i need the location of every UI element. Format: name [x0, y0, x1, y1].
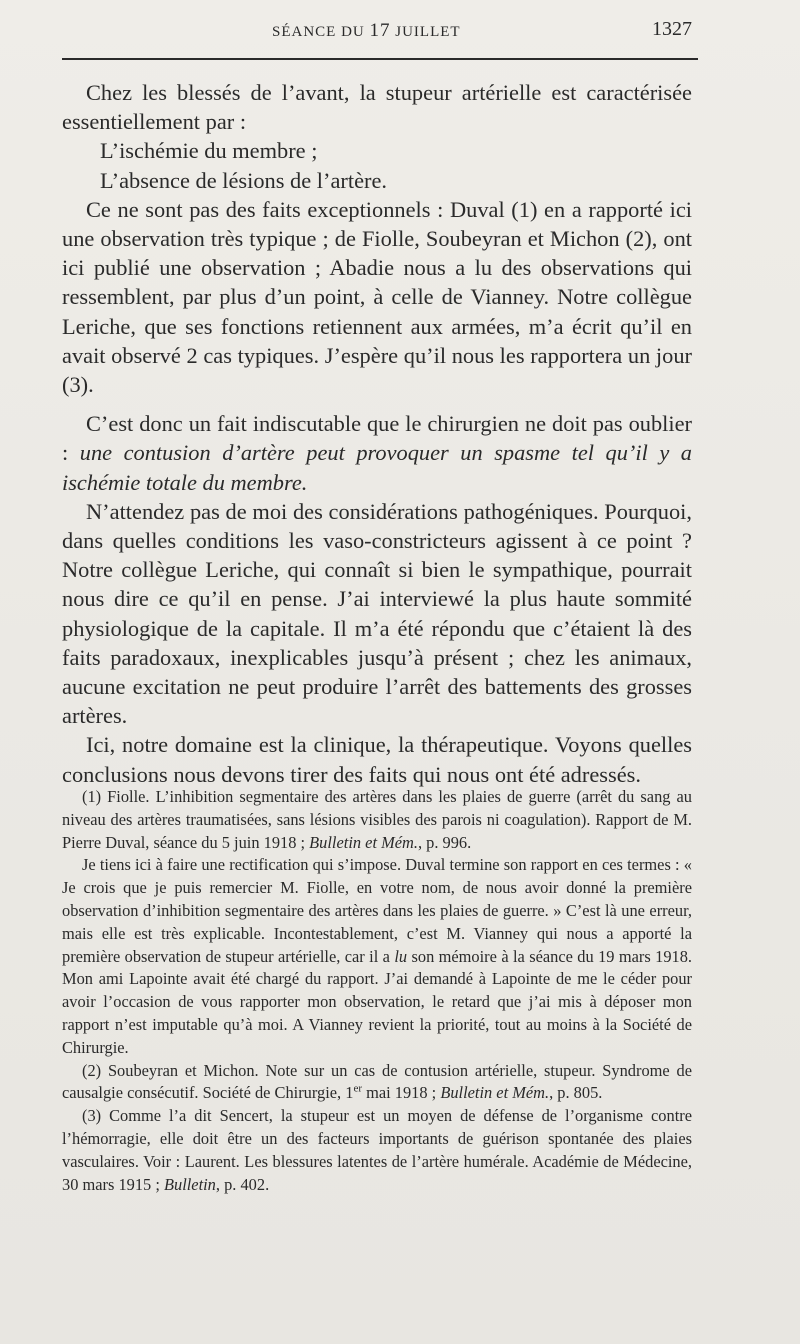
footnote-2-journal: Bulletin et Mém.: [440, 1083, 550, 1103]
running-title-suffix: JUILLET: [390, 24, 461, 40]
footnote-2-text: (2) Soubeyran et Michon. Note sur un cas de contusion artérielle, stupeur. Syndrome de causalgie consécutif. Société de Chirurgie, 1: [62, 1060, 692, 1103]
footnote-3-text: (3) Comme l’a dit Sencert, la stupeur est un moyen de défense de l’organisme contre l’hémorragie, elle doit être un des facteurs importants de guérison spontanée des plaies vasculaires. Voir : Laurent. Les blessures latentes de l’artère humérale. Académie de Médecine, 30 mars 1915 ;: [62, 1106, 692, 1194]
page-header: [62, 18, 692, 46]
footnote-3: [62, 1105, 692, 1196]
footnote-3-page: , p. 402.: [215, 1174, 270, 1194]
main-text: [62, 78, 692, 789]
footnote-1c-italic: lu: [394, 946, 408, 966]
paragraph-3-italic: une contusion d’artère peut provoquer un spasme tel qu’il y a ischémie totale du membre.: [62, 440, 692, 495]
footnote-2-date: mai 1918 ;: [362, 1083, 441, 1103]
list-item-1: L’ischémie du membre ;: [100, 138, 318, 164]
footnote-3-journal: Bulletin: [163, 1174, 216, 1194]
running-title: [272, 20, 461, 42]
footnote-1-journal: Bulletin et Mém.: [309, 832, 418, 852]
footnote-1-text: (1) Fiolle. L’inhibition segmentaire des artères dans les plaies de guerre (arrêt du sang au niveau des artères traumatisées, sans lésions visibles des parois ni coagulation). Rapport de M. Pierre Duval, séance du 5 juin 1918 ;: [62, 787, 692, 852]
footnote-1-page: , p. 996.: [417, 832, 472, 852]
page-number: 1327: [652, 18, 692, 40]
list-item-2: L’absence de lésions de l’artère.: [100, 167, 388, 193]
footnote-2-page: , p. 805.: [549, 1083, 603, 1103]
footnote-1c-text-a: Je tiens ici à faire une rectification qui s’impose. Duval termine son rapport en ces termes : « Je crois que je puis remercier M. Fiolle, en votre nom, de nous avoir donné la première observation d’inhibition segmentaire des artères dans les plaies de guerre. » C’est là une erreur, mais elle est très explicable. Incontestablement, c’est M. Vianney qui nous a apporté la première observation de stupeur artérielle, car il a: [62, 855, 692, 966]
paragraph-3: [62, 409, 692, 497]
footnote-1-continuation: [62, 854, 692, 1059]
running-title-prefix: SÉANCE DU: [272, 24, 370, 40]
footnotes: [62, 786, 692, 1196]
running-title-day: 17: [369, 20, 391, 41]
paragraph-2: Ce ne sont pas des faits exceptionnels : Duval (1) en a rapporté ici une observation très typique ; de Fiolle, Soubeyran et Michon (2), ont ici publié une observation ; Abadie nous a lu des observations qui ressemblent, par plus d’un point, à celle de Vianney. Notre collègue Leriche, que ses fonctions retiennent aux armées, m’a écrit qu’il en avait observé 2 cas typiques. J’espère qu’il nous les rapportera un jour (3).: [62, 196, 692, 398]
paragraph-4: N’attendez pas de moi des considérations pathogéniques. Pourquoi, dans quelles conditions les vaso-constricteurs agissent à ce point ? Notre collègue Leriche, qui connaît si bien le sympathique, pourrait nous dire ce qu’il en pense. J’ai interviewé la plus haute sommité physiologique de la capitale. Il m’a été répondu que c’étaient là des faits paradoxaux, inexplicables jusqu’à présent ; chez les animaux, aucune excitation ne peut produire l’arrêt des battements des grosses artères.: [62, 498, 692, 729]
paragraph-5: Ici, notre domaine est la clinique, la thérapeutique. Voyons quelles conclusions nous devons tirer des faits qui nous ont été adressés.: [62, 732, 692, 787]
footnote-2: [62, 1060, 692, 1106]
footnote-2-superscript: er: [353, 1082, 362, 1095]
footnote-1c-text-b: son mémoire à la séance du 19 mars 1918. Mon ami Lapointe avait été chargé du rapport. J’ai demandé à Lapointe de me le céder pour avoir l’occasion de vous rapporter mon observation, le retard que j’ai mis à déposer mon rapport n’est imputable qu’à moi. A Vianney revient la priorité, tout au moins à la Société de Chirurgie.: [62, 946, 693, 1057]
paragraph-3-text: C’est donc un fait indiscutable que le chirurgien ne doit pas oublier :: [62, 411, 692, 466]
header-rule: [62, 58, 698, 60]
footnote-1: [62, 786, 692, 854]
paragraph-1: Chez les blessés de l’avant, la stupeur artérielle est caractérisée essentiellement par :: [62, 80, 692, 135]
